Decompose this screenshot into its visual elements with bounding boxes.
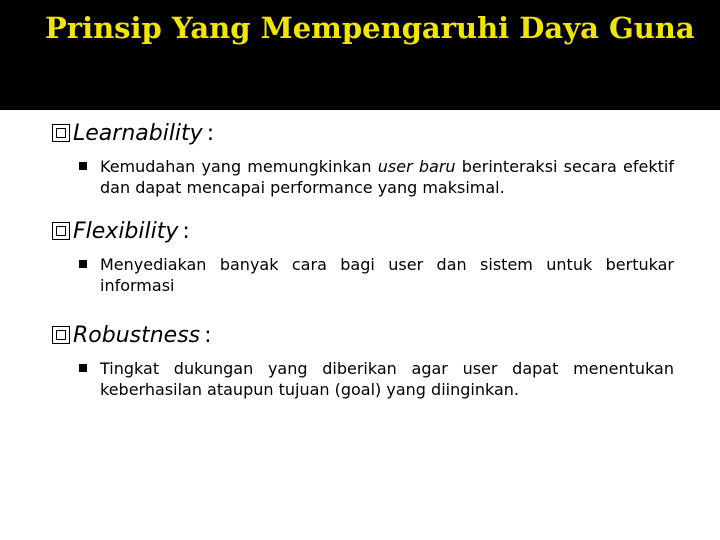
description-text: Menyediakan banyak cara bagi user dan sistem untuk bertukar informasi <box>100 255 674 295</box>
principle-term: Robustness <box>73 323 201 348</box>
principle-heading <box>52 320 674 352</box>
principle-flexibility <box>52 216 674 296</box>
principle-colon: : <box>204 323 212 348</box>
description-text: Tingkat dukungan yang diberikan agar user dapat menentukan keberhasilan ataupun tujuan (goal) yang diinginkan. <box>100 359 674 399</box>
filled-square-bullet-icon <box>79 260 87 268</box>
square-bullet-icon <box>52 326 70 344</box>
principle-colon: : <box>182 219 190 244</box>
square-bullet-icon <box>52 222 70 240</box>
title-bar <box>0 0 720 110</box>
principle-heading <box>52 216 674 248</box>
principle-term: Learnability <box>73 121 203 146</box>
principle-heading <box>52 118 674 150</box>
description-text: Kemudahan yang memungkinkan <box>100 157 378 176</box>
slide-content <box>52 118 674 400</box>
principle-learnability <box>52 118 674 198</box>
filled-square-bullet-icon <box>79 364 87 372</box>
filled-square-bullet-icon <box>79 162 87 170</box>
principle-term: Flexibility <box>73 219 179 244</box>
principle-description <box>100 156 674 198</box>
square-bullet-icon <box>52 124 70 142</box>
principle-description <box>100 254 674 296</box>
principle-robustness <box>52 320 674 400</box>
description-text: berinteraksi secara efektif dan dapat mencapai performance yang maksimal. <box>100 157 674 197</box>
description-italic-text: user baru <box>377 157 456 176</box>
principle-description <box>100 358 674 400</box>
slide-title: Prinsip Yang Mempengaruhi Daya Guna <box>45 11 695 45</box>
principle-colon: : <box>206 121 215 146</box>
